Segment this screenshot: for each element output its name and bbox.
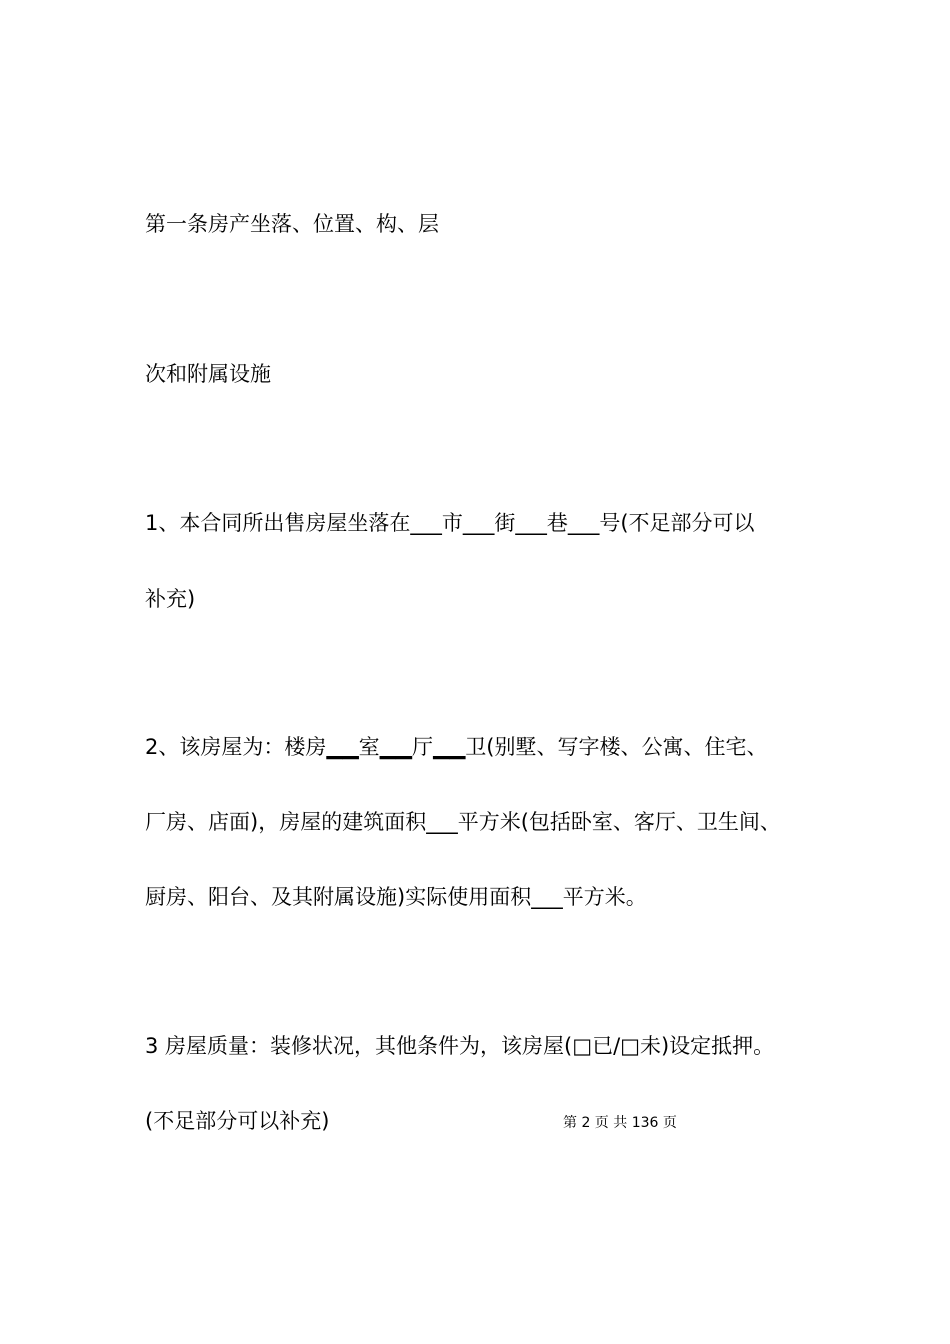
item-2-line-1: 2、该房屋为：楼房▁▁室▁▁厅▁▁卫(别墅、写字楼、公寓、住宅、 <box>145 735 768 759</box>
item-3-line-2: (不足部分可以补充) <box>145 1109 330 1133</box>
section-title-line-1: 第一条房产坐落、位置、构、层 <box>145 212 439 236</box>
item-2-line-3: 厨房、阳台、及其附属设施)实际使用面积___平方米。 <box>145 885 647 909</box>
item-1-line-2: 补充) <box>145 587 196 611</box>
item-1-line-1: 1、本合同所出售房屋坐落在___市___街___巷___号(不足部分可以 <box>145 511 755 535</box>
section-title-line-2: 次和附属设施 <box>145 362 271 386</box>
page-number-footer: 第 2 页 共 136 页 <box>563 1115 677 1131</box>
item-2-line-2: 厂房、店面)，房屋的建筑面积___平方米(包括卧室、客厅、卫生间、 <box>145 810 781 834</box>
item-3-line-1: 3 房屋质量：装修状况，其他条件为，该房屋(□已/□未)设定抵押。 <box>145 1034 775 1058</box>
